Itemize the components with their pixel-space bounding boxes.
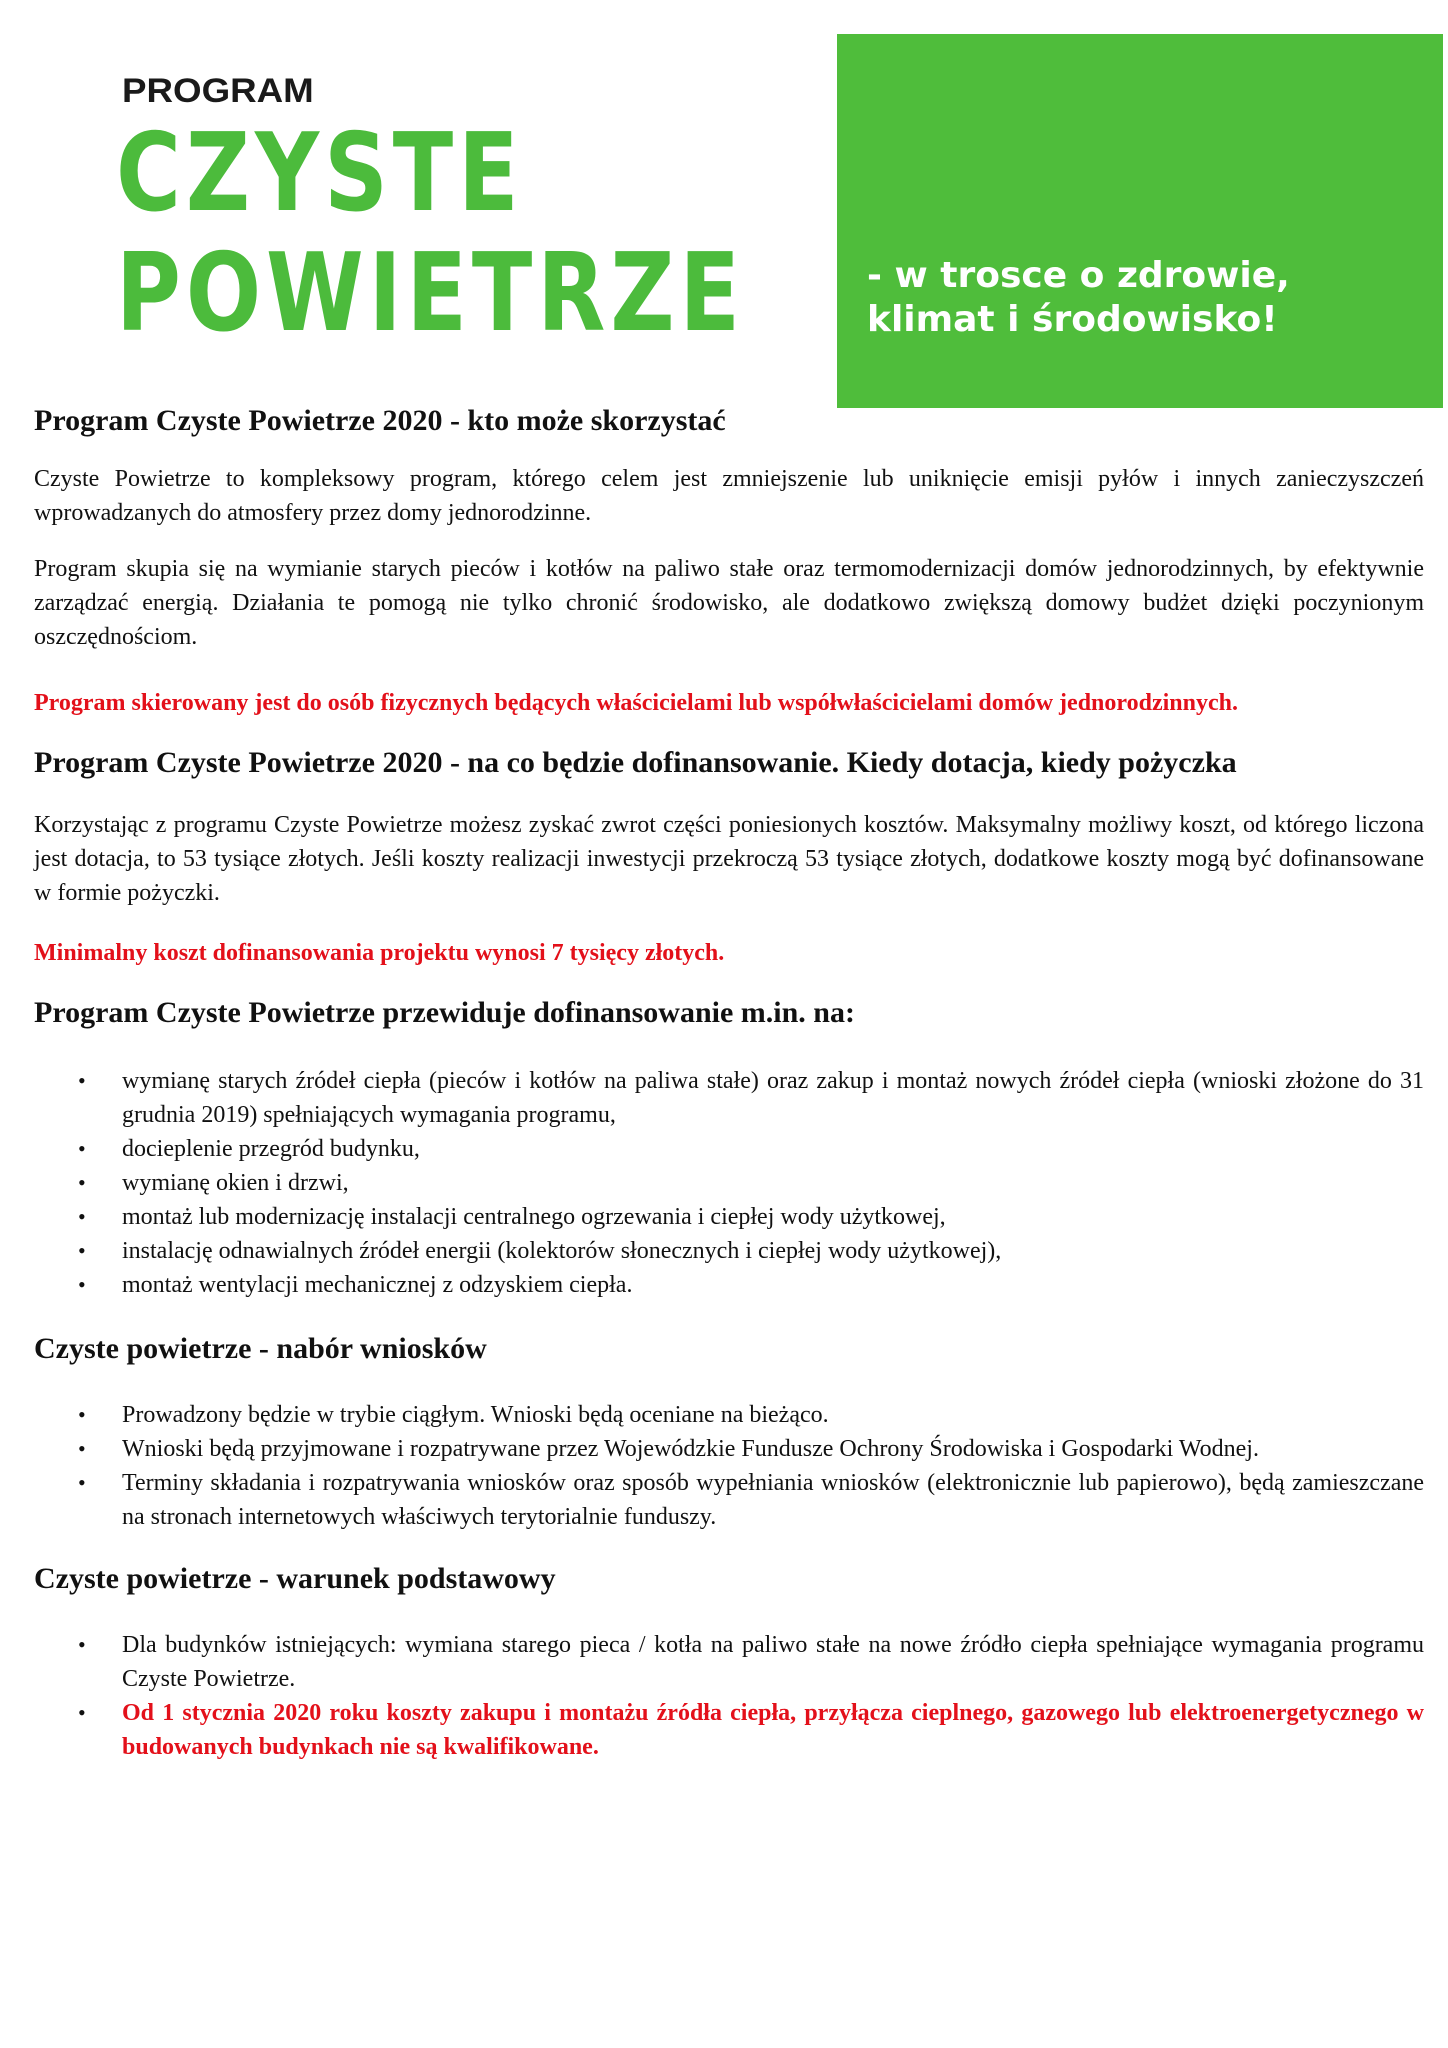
highlight-notice: Minimalny koszt dofinansowania projektu wynosi 7 tysięcy złotych. (34, 940, 725, 966)
list-item-highlighted: • Od 1 stycznia 2020 roku koszty zakupu i montażu źródła ciepła, przyłącza cieplnego, gazowego lub elektroenergetycznego w budowanych budynkach nie są kwalifikowane. (34, 1696, 1424, 1764)
logo-powietrze-word: POWIETRZE (116, 231, 745, 356)
bullet-icon: • (78, 1470, 86, 1495)
bullet-icon: • (78, 1136, 86, 1161)
bullet-icon: • (78, 1700, 86, 1725)
list-item: • wymianę okien i drzwi, (34, 1166, 1424, 1200)
section-heading: Czyste powietrze - nabór wniosków (34, 1332, 487, 1365)
basic-condition-list (34, 1628, 1424, 1764)
section-heading: Program Czyste Powietrze 2020 - na co będzie dofinansowanie. Kiedy dotacja, kiedy pożyczka (34, 746, 1237, 779)
bullet-icon: • (78, 1238, 86, 1263)
list-item: • docieplenie przegród budynku, (34, 1132, 1424, 1166)
section-heading: Program Czyste Powietrze 2020 - kto może skorzystać (34, 404, 726, 437)
list-item: • wymianę starych źródeł ciepła (pieców i kotłów na paliwa stałe) oraz zakup i montaż nowych źródeł ciepła (wnioski złożone do 31 grudnia 2019) spełniających wymagania programu, (34, 1064, 1424, 1132)
section-heading: Czyste powietrze - warunek podstawowy (34, 1562, 556, 1595)
section-funding-scope (34, 994, 1424, 1302)
tagline-banner (837, 34, 1443, 408)
section-application-intake (34, 1330, 1424, 1534)
list-item: • Terminy składania i rozpatrywania wniosków oraz sposób wypełniania wniosków (elektronicznie lub papierowo), będą zamieszczane na stronach internetowych właściwych terytorialnie funduszy. (34, 1466, 1424, 1534)
document-body (34, 402, 1424, 1764)
section-who-can-apply (34, 402, 1424, 720)
tagline-line-1: - w trosce o zdrowie, (867, 255, 1290, 296)
list-item: • montaż lub modernizację instalacji centralnego ogrzewania i ciepłej wody użytkowej, (34, 1200, 1424, 1234)
list-item: • montaż wentylacji mechanicznej z odzyskiem ciepła. (34, 1268, 1424, 1302)
paragraph: Czyste Powietrze to kompleksowy program, którego celem jest zmniejszenie lub uniknięcie emisji pyłów i innych zanieczyszczeń wprowadzanych do atmosfery przez domy jednorodzinne. (34, 466, 1424, 526)
bullet-icon: • (78, 1068, 86, 1093)
section-basic-condition (34, 1560, 1424, 1764)
paragraph: Korzystając z programu Czyste Powietrze możesz zyskać zwrot części poniesionych kosztów. Maksymalny możliwy koszt, od którego liczona jest dotacja, to 53 tysiące złotych. Jeśli koszty realizacji inwestycji przekroczą 53 tysiące złotych, dodatkowe koszty mogą być dofinansowane w formie pożyczki. (34, 812, 1424, 906)
logo-program-label: PROGRAM (122, 72, 314, 110)
bullet-icon: • (78, 1402, 86, 1427)
highlight-notice: Program skierowany jest do osób fizycznych będących właścicielami lub współwłaścicielami domów jednorodzinnych. (34, 690, 1238, 716)
funding-scope-list (34, 1064, 1424, 1302)
list-item: • Dla budynków istniejących: wymiana starego pieca / kotła na paliwo stałe na nowe źródło ciepła spełniające wymagania programu Czyste Powietrze. (34, 1628, 1424, 1696)
list-item: • Wnioski będą przyjmowane i rozpatrywane przez Wojewódzkie Fundusze Ochrony Środowiska i Gospodarki Wodnej. (34, 1432, 1424, 1466)
list-item: • instalację odnawialnych źródeł energii (kolektorów słonecznych i ciepłej wody użytkowej), (34, 1234, 1424, 1268)
bullet-icon: • (78, 1632, 86, 1657)
tagline-line-2: klimat i środowisko! (867, 299, 1278, 340)
application-intake-list (34, 1398, 1424, 1534)
list-item: • Prowadzony będzie w trybie ciągłym. Wnioski będą oceniane na bieżąco. (34, 1398, 1424, 1432)
bullet-icon: • (78, 1204, 86, 1229)
bullet-icon: • (78, 1436, 86, 1461)
section-funding-grant-or-loan (34, 744, 1424, 970)
paragraph: Program skupia się na wymianie starych pieców i kotłów na paliwo stałe oraz termomodernizacji domów jednorodzinnych, by efektywnie zarządzać energią. Działania te pomogą nie tylko chronić środowisko, ale dodatkowo zwiększą domowy budżet dzięki poczynionym oszczędnościom. (34, 556, 1424, 650)
logo-czyste-word: CZYSTE (116, 111, 524, 236)
bullet-icon: • (78, 1272, 86, 1297)
section-heading: Program Czyste Powietrze przewiduje dofinansowanie m.in. na: (34, 996, 855, 1029)
tagline-text (867, 254, 1290, 342)
bullet-icon: • (78, 1170, 86, 1195)
